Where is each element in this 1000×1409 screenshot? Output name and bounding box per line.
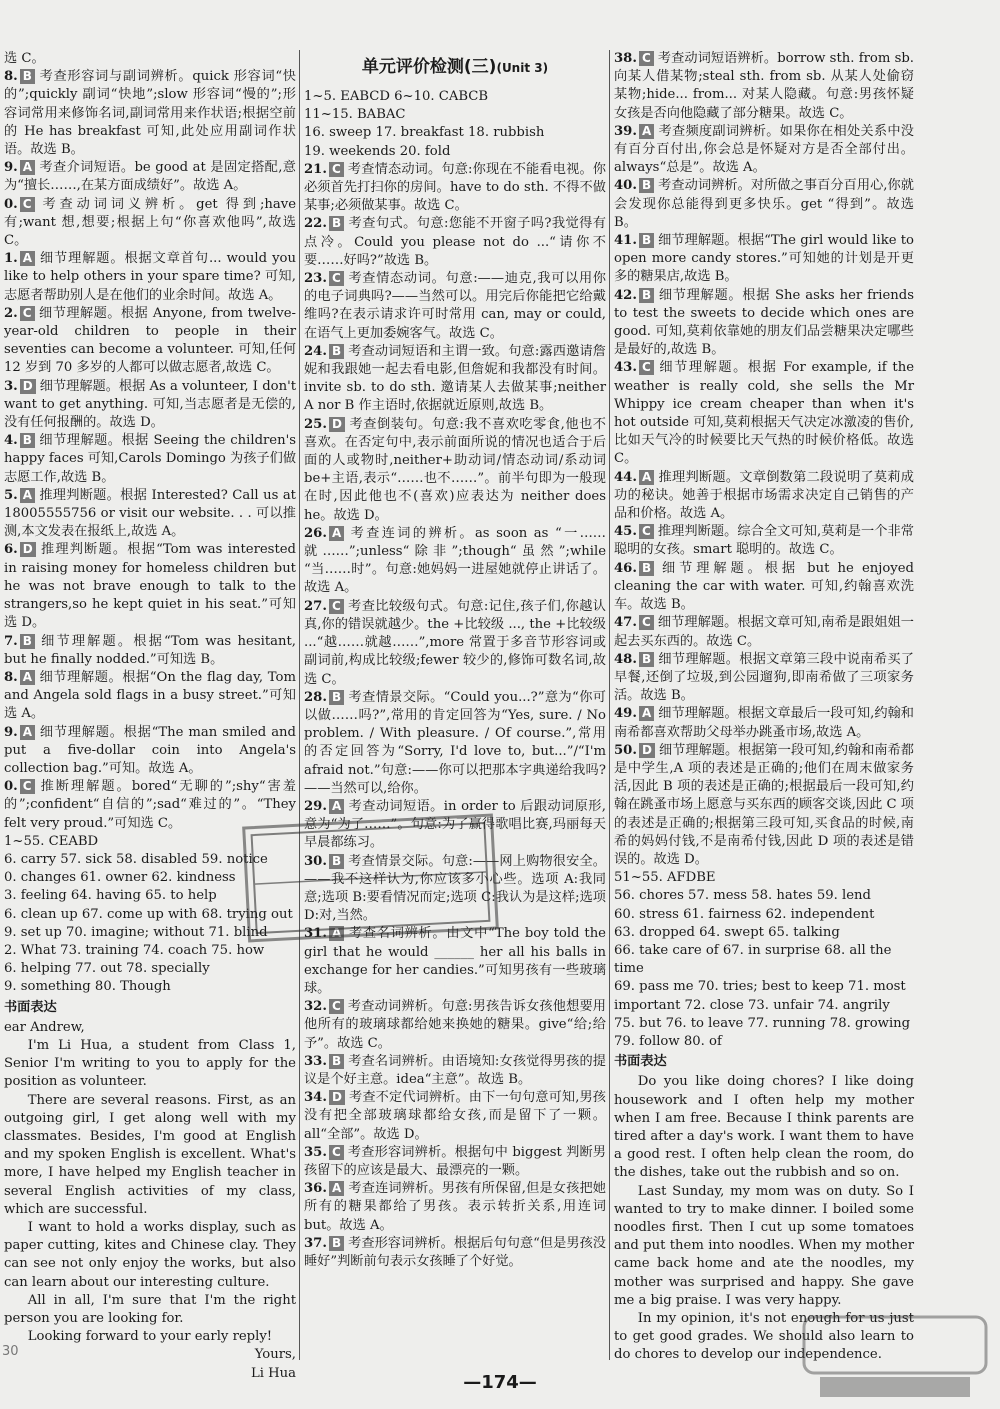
explanation-text: 细节理解题。根据 She asks her friends to test the sweets to decide which ones are good. 可知,莫莉依靠她的朋友们品尝糖果决定哪些是最好的,故选 B。 bbox=[614, 287, 914, 358]
explanation-text: 考查动词词义辨析。get 得到;have 有;want 想,想要;根据上句“你喜欢他吗”,故选 C。 bbox=[4, 196, 296, 249]
question-number: 40. bbox=[614, 178, 637, 194]
explanation-text: 细节理解题。根据“The girl would like to open more candy stores.”可知她的计划是开更多的糖果店,故选 B。 bbox=[614, 233, 914, 285]
question-number: 21. bbox=[304, 161, 327, 177]
question-number: 22. bbox=[304, 216, 327, 232]
answer-entry bbox=[4, 159, 296, 195]
question-number: 47. bbox=[614, 615, 637, 631]
answer-line: 75. but 76. to leave 77. running 78. growing bbox=[614, 1015, 911, 1031]
question-number: 0. bbox=[4, 196, 18, 212]
answer-letter-badge: D bbox=[329, 417, 345, 432]
answer-entry bbox=[614, 742, 914, 869]
answer-letter-badge: D bbox=[329, 1090, 345, 1105]
explanation-text: 考查倒装句。句意:我不喜欢吃零食,他也不喜欢。在否定句中,表示前面所说的情况也适合于后面的人或物时,neither+助动词/情态动词/系动词 be+主语,表示“……也不……”。前半句即为一般现在时,因此他也不(喜欢)应表达为 neither does he。故选 D。 bbox=[304, 416, 606, 523]
question-number: 38. bbox=[614, 51, 637, 66]
answer-entry bbox=[614, 50, 914, 123]
question-number: 33. bbox=[304, 1053, 327, 1069]
answer-entry bbox=[304, 1053, 606, 1089]
answer-line: 6. carry 57. sick 58. disabled 59. notice bbox=[4, 851, 268, 867]
answer-entry bbox=[304, 416, 606, 525]
answer-entry bbox=[614, 177, 914, 232]
question-number: 3. bbox=[4, 378, 18, 394]
answer-line: 6. helping 77. out 78. specially bbox=[4, 961, 210, 977]
explanation-text: 考查情景交际。“Could you...?”意为“你可以做……吗?”,常用的肯定回答为“Yes, sure. / No problem. / With pleasure. / Of course.”,常用的否定回答为“Sorry, I'd love to, but...”/“I'm afraid not.”句意:——你可以把那本字典递给我吗?——当然可以,给你。 bbox=[304, 689, 606, 796]
answer-entry bbox=[304, 525, 606, 598]
question-number: 30. bbox=[304, 853, 327, 869]
answer-entry bbox=[304, 1180, 606, 1235]
left-page-number: 30 bbox=[2, 1344, 19, 1359]
explanation-text: 考查情态动词。句意:——迪克,我可以用你的电子词典吗?——当然可以。用完后你能把它给戴维吗?在表示请求许可时常用 can, may or could,在语气上更加委婉客气。故选 C。 bbox=[304, 271, 606, 341]
essay-paragraph: In my opinion, it's not enough for us just to get good grades. We should also learn to do chores to develop our independence. bbox=[614, 1311, 914, 1363]
answer-line: Yours, bbox=[254, 1347, 296, 1363]
question-number: 42. bbox=[614, 287, 637, 303]
answer-entry bbox=[614, 469, 914, 524]
column-divider bbox=[299, 50, 300, 1360]
explanation-text: 推断理解题。bored“无聊的”;shy“害羞的”;confident“自信的”;sad“难过的”。“They felt very proud.”可知选 C。 bbox=[4, 779, 296, 831]
answer-letter-badge: A bbox=[329, 1181, 344, 1196]
answer-entry bbox=[304, 161, 606, 216]
question-number: 43. bbox=[614, 360, 637, 376]
question-number: 1. bbox=[4, 251, 18, 267]
answer-line: 选 C。 bbox=[4, 51, 45, 66]
section-heading: 书面表达 bbox=[614, 1054, 667, 1070]
explanation-text: 考查名词辨析。由语境知:女孩觉得男孩的提议是个好主意。idea“主意”。故选 B。 bbox=[304, 1053, 606, 1087]
question-number: 8. bbox=[4, 69, 18, 85]
question-number: 35. bbox=[304, 1144, 327, 1160]
essay-paragraph: There are several reasons. First, as an outgoing girl, I get along well with my classmates. Besides, I'm good at English and my spoken English is excellent. What's more, I have helped my English teacher in several English activities of my class, which are successful. bbox=[4, 1092, 296, 1217]
question-number: 46. bbox=[614, 560, 637, 576]
section-title-main: 单元评价检测(三) bbox=[361, 57, 497, 77]
question-number: 32. bbox=[304, 999, 327, 1015]
question-number: 5. bbox=[4, 487, 18, 503]
answer-letter-badge: B bbox=[639, 178, 654, 193]
answer-entry bbox=[304, 343, 606, 416]
answer-letter-badge: A bbox=[329, 799, 344, 814]
explanation-text: 考查形容词辨析。根据后句句意“但是男孩没睡好”判断前句表示女孩睡了个好觉。 bbox=[304, 1235, 606, 1269]
explanation-text: 考查形容词辨析。根据句中 biggest 判断男孩留下的应该是最大、最漂亮的一颗。 bbox=[304, 1144, 606, 1178]
seal-stamp bbox=[242, 814, 499, 943]
section-heading: 书面表达 bbox=[4, 999, 57, 1015]
explanation-text: 考查动词辨析。对所做之事百分百用心,你就会发现你总能得到更多快乐。get “得到”。故选 B。 bbox=[614, 178, 914, 230]
question-number: 7. bbox=[4, 633, 18, 649]
question-number: 45. bbox=[614, 524, 637, 540]
answer-letter-badge: A bbox=[639, 470, 654, 485]
explanation-text: 考查句式。句意:您能不开窗子吗?我觉得有点冷。Could you please not do ...“请你不要……好吗?”故选 B。 bbox=[304, 216, 606, 268]
question-number: 39. bbox=[614, 123, 637, 139]
question-number: 27. bbox=[304, 598, 327, 614]
answer-line: 69. pass me 70. tries; best to keep 71. most important 72. close 73. unfair 74. angrily bbox=[614, 979, 906, 1013]
answer-line: 3. feeling 64. having 65. to help bbox=[4, 888, 217, 904]
explanation-text: 推理判断题。文章倒数第二段说明了莫莉成功的秘诀。她善于根据市场需求决定自己销售的产品和价格。故选 A。 bbox=[614, 469, 914, 522]
answer-entry bbox=[304, 998, 606, 1053]
explanation-text: 考查动词短语辨析。borrow sth. from sb. 向某人借某物;steal sth. from sb. 从某人处偷窃某物;hide... from... 对某人隐藏。句意:男孩怀疑女孩是否向他隐藏了部分糖果。故选 C。 bbox=[614, 51, 914, 121]
answer-entry bbox=[304, 689, 606, 798]
essay-paragraph: I want to hold a works display, such as paper cutting, kites and Chinese clay. They can see not only enjoy the works, but also can learn about our interesting culture. bbox=[4, 1220, 296, 1290]
answer-letter-badge: C bbox=[20, 779, 35, 794]
essay-paragraph: All in all, I'm sure that I'm the right person you are looking for. bbox=[4, 1292, 296, 1327]
explanation-text: 细节理解题。根据 For example, if the weather is really cold, she sells the Mr Whippy ice cream cheaper than when it's hot outside 可知,莫莉根据天气决定冰激凌的售价,比如天气冷的时候要比天气热的时候价格低。故选 C。 bbox=[614, 360, 914, 467]
answer-letter-badge: D bbox=[20, 542, 36, 557]
answer-line: 51~55. AFDBE bbox=[614, 870, 716, 886]
answer-line: 63. dropped 64. swept 65. talking bbox=[614, 924, 840, 940]
answer-entry bbox=[614, 232, 914, 287]
explanation-text: 考查动词短语。in order to 后跟动词原形,意为“为了……”。句意:为了赢得歌唱比赛,玛丽每天早晨都练习。 bbox=[304, 798, 606, 851]
answer-entry bbox=[4, 305, 296, 378]
answer-entry bbox=[4, 378, 296, 433]
explanation-text: 考查名词辨析。由文中“The boy told the girl that he would ______ her all his balls in exchange for her candies.”可知男孩有一些玻璃球。 bbox=[304, 926, 606, 996]
answer-entry bbox=[4, 778, 296, 833]
answer-letter-badge: B bbox=[639, 288, 654, 303]
explanation-text: 细节理解题。根据“The man smiled and put a five-dollar coin into Angela's collection bag.”可知。故选 A。 bbox=[4, 724, 296, 776]
explanation-text: 考查频度副词辨析。如果你在相处关系中没有百分百付出,你会总是怀疑对方是否全部付出。always“总是”。故选 A。 bbox=[614, 123, 914, 176]
answer-letter-badge: A bbox=[329, 526, 344, 541]
answer-line: 19. weekends 20. fold bbox=[304, 143, 451, 159]
answer-letter-badge: C bbox=[329, 162, 344, 177]
explanation-text: 推理判断题。根据“Tom was interested in raising money for homeless children but he was not brave enough to talk to the strangers,so he kept quiet in his seat.”可知选 D。 bbox=[4, 542, 296, 631]
explanation-text: 考查动词辨析。句意:男孩告诉女孩他想要用他所有的玻璃球都给她来换她的糖果。give“给;给予”。故选 C。 bbox=[304, 999, 606, 1051]
answer-letter-badge: B bbox=[329, 344, 344, 359]
answer-line: 60. stress 61. fairness 62. independent bbox=[614, 906, 875, 922]
answer-letter-badge: C bbox=[329, 599, 344, 614]
answer-letter-badge: D bbox=[639, 743, 655, 758]
answer-letter-badge: C bbox=[639, 615, 654, 630]
answer-letter-badge: B bbox=[329, 216, 344, 231]
explanation-text: 考查连词辨析。男孩有所保留,但是女孩把她所有的糖果都给了男孩。表示转折关系,用连词 but。故选 A。 bbox=[304, 1181, 606, 1233]
answer-entry bbox=[304, 1089, 606, 1144]
question-number: 8. bbox=[4, 669, 18, 685]
answer-line: 2. What 73. training 74. coach 75. how bbox=[4, 942, 265, 958]
question-number: 44. bbox=[614, 469, 637, 485]
answer-letter-badge: C bbox=[329, 1145, 344, 1160]
question-number: 29. bbox=[304, 798, 327, 814]
explanation-text: 细节理解题。根据 As a volunteer, I don't want to get anything. 可知,当志愿者是无偿的,没有任何报酬的。故选 D。 bbox=[4, 378, 296, 431]
answer-line: ear Andrew, bbox=[4, 1019, 85, 1035]
answer-letter-badge: C bbox=[639, 524, 654, 539]
explanation-text: 考查介词短语。be good at 是固定搭配,意为“擅长……,在某方面成绩好”。故选 A。 bbox=[4, 160, 296, 194]
answer-letter-badge: B bbox=[329, 1236, 344, 1251]
explanation-text: 细节理解题。根据文章首句... would you like to help others in your spare time? 可知,志愿者帮助别人是在他们的业余时间。故选 A。 bbox=[4, 251, 296, 303]
question-number: 37. bbox=[304, 1235, 327, 1251]
answer-entry bbox=[614, 651, 914, 706]
question-number: 4. bbox=[4, 433, 18, 449]
answer-letter-badge: A bbox=[639, 706, 654, 721]
answer-letter-badge: B bbox=[20, 433, 35, 448]
answer-letter-badge: B bbox=[329, 690, 344, 705]
question-number: 34. bbox=[304, 1090, 327, 1106]
question-number: 24. bbox=[304, 343, 327, 359]
question-number: 48. bbox=[614, 651, 637, 667]
answer-entry bbox=[304, 1144, 606, 1180]
answer-line: 0. changes 61. owner 62. kindness bbox=[4, 870, 236, 886]
explanation-text: 考查动词短语和主谓一致。句意:露西邀请詹妮和我跟她一起去看电影,但詹妮和我都没有时间。invite sb. to do sth. 邀请某人去做某事;neither A nor B 作主语时,依据就近原则,故选 B。 bbox=[304, 343, 606, 414]
answer-letter-badge: C bbox=[20, 306, 35, 321]
answer-line: 66. take care of 67. in surprise 68. all the time bbox=[614, 942, 892, 977]
explanation-text: 细节理解题。根据 Seeing the children's happy faces 可知,Carols Domingo 为孩子们做志愿工作,故选 B。 bbox=[4, 433, 296, 485]
answer-entry bbox=[4, 196, 296, 251]
answer-letter-badge: C bbox=[329, 271, 344, 286]
question-number: 41. bbox=[614, 233, 637, 249]
explanation-text: 推理判断题。综合全文可知,莫莉是一个非常聪明的女孩。smart 聪明的。故选 C。 bbox=[614, 524, 914, 558]
answer-entry bbox=[614, 705, 914, 741]
answer-letter-badge: B bbox=[20, 634, 35, 649]
answer-letter-badge: B bbox=[639, 652, 654, 667]
answer-letter-badge: A bbox=[20, 488, 35, 503]
answer-entry bbox=[614, 287, 914, 360]
answer-letter-badge: B bbox=[639, 561, 654, 576]
answer-line: Li Hua bbox=[250, 1365, 296, 1381]
explanation-text: 细节理解题。根据 but he enjoyed cleaning the car with water. 可知,约翰喜欢洗车。故选 B。 bbox=[614, 560, 914, 613]
explanation-text: 细节理解题。根据文章可知,南希是跟姐姐一起去买东西的。故选 C。 bbox=[614, 615, 914, 649]
answer-letter-badge: A bbox=[20, 670, 35, 685]
answer-letter-badge: D bbox=[20, 379, 36, 394]
answer-letter-badge: A bbox=[329, 926, 344, 941]
explanation-text: 推理判断题。根据 Interested? Call us at 18005555756 or visit our website. . . 可以推测,本文发表在报纸上,故选 A。 bbox=[4, 487, 296, 540]
explanation-text: 考查比较级句式。句意:记住,孩子们,你越认真,你的错误就越少。the +比较级 ..., the +比较级 ...“越……就越……”,more 常置于多音节形容词或副词前,构成比较级;fewer 较少的,修饰可数名词,故选 C。 bbox=[304, 598, 606, 687]
answer-entry bbox=[4, 633, 296, 669]
explanation-text: 细节理解题。根据文章最后一段可知,约翰和南希都喜欢帮助父母举办跳蚤市场,故选 A。 bbox=[614, 706, 914, 740]
answer-letter-badge: C bbox=[20, 197, 35, 212]
page-number: —174— bbox=[463, 1372, 537, 1393]
question-number: 25. bbox=[304, 416, 327, 432]
question-number: 49. bbox=[614, 706, 637, 722]
answer-entry bbox=[4, 250, 296, 305]
answer-line: 9. set up 70. imagine; without 71. blind bbox=[4, 924, 268, 940]
answer-line: 11~15. BABAC bbox=[304, 107, 406, 123]
answer-line: 6. clean up 67. come up with 68. trying out bbox=[4, 906, 293, 922]
answer-entry bbox=[304, 215, 606, 270]
explanation-text: 考查情态动词。句意:你现在不能看电视。你必须首先打扫你的房间。have to do sth. 不得不做某事;必须做某事。故选 C。 bbox=[304, 161, 606, 214]
question-number: 26. bbox=[304, 525, 327, 541]
question-number: 31. bbox=[304, 926, 327, 942]
answer-letter-badge: A bbox=[20, 725, 35, 740]
column-middle bbox=[304, 88, 606, 1271]
explanation-text: 细节理解题。根据“Tom was hesitant, but he finally nodded.”可知选 B。 bbox=[4, 633, 296, 667]
answer-letter-badge: B bbox=[20, 69, 35, 84]
answer-line: 56. chores 57. mess 58. hates 59. lend bbox=[614, 888, 871, 904]
explanation-text: 考查连词的辨析。as soon as “一……就……”;unless“除非”;though“虽然”;while “当……时”。句意:她妈妈一进屋她就停止讲话了。故选 A。 bbox=[304, 525, 606, 596]
answer-entry bbox=[4, 487, 296, 542]
answer-letter-badge: A bbox=[639, 124, 654, 139]
column-left bbox=[4, 50, 296, 1383]
answer-entry bbox=[614, 523, 914, 559]
question-number: 9. bbox=[4, 160, 18, 176]
question-number: 9. bbox=[4, 724, 18, 740]
essay-paragraph: I'm Li Hua, a student from Class 1, Senior I'm writing to you to apply for the position as volunteer. bbox=[4, 1037, 296, 1090]
answer-entry bbox=[614, 123, 914, 178]
essay-paragraph: Do you like doing chores? I like doing housework and I often help my mother when I am free. Because I think parents are tired after a day's work. I want them to have a good rest. I often help clean the room, do the dishes, take out the rubbish and so on. bbox=[614, 1074, 914, 1181]
column-right bbox=[614, 50, 914, 1365]
answer-entry bbox=[614, 560, 914, 615]
explanation-text: 细节理解题。根据“On the flag day, Tom and Angela sold flags in a busy street.”可知选 A。 bbox=[4, 669, 296, 722]
explanation-text: 考查情景交际。句意:——网上购物很安全。——我不这样认为,你应该多小心些。选项 A:我同意;选项 B:要看情况而定;选项 C:我认为是这样;选项 D:对,当然。 bbox=[304, 853, 606, 924]
answer-line: 16. sweep 17. breakfast 18. rubbish bbox=[304, 125, 545, 141]
explanation-text: 考查不定代词辨析。由下一句句意可知,男孩没有把全部玻璃球都给女孩,而是留下了一颗。all“全部”。故选 D。 bbox=[304, 1090, 606, 1142]
question-number: 23. bbox=[304, 271, 327, 287]
essay-paragraph: Last Sunday, my mom was on duty. So I wanted to try to make dinner. I boiled some noodles first. Then I cut up some tomatoes and put them into noodles. When my mother came back home and ate the noodles, my mother was surprised and happy. She gave me a big praise. I was very happy. bbox=[614, 1183, 914, 1308]
answer-letter-badge: C bbox=[639, 51, 654, 66]
answer-entry bbox=[304, 1235, 606, 1271]
question-number: 36. bbox=[304, 1181, 327, 1197]
answer-entry bbox=[614, 614, 914, 650]
answer-letter-badge: A bbox=[20, 160, 35, 175]
answer-entry bbox=[4, 541, 296, 632]
answer-entry bbox=[4, 724, 296, 779]
question-number: 2. bbox=[4, 305, 18, 321]
section-title-unit: (Unit 3) bbox=[496, 61, 549, 75]
section-title bbox=[304, 52, 606, 77]
answer-letter-badge: B bbox=[639, 233, 654, 248]
answer-line: 1~5. EABCD 6~10. CABCB bbox=[304, 89, 489, 104]
answer-entry bbox=[4, 432, 296, 487]
essay-paragraph: Looking forward to your early reply! bbox=[27, 1329, 273, 1345]
column-divider bbox=[609, 50, 610, 1360]
question-number: 28. bbox=[304, 689, 327, 705]
answer-letter-badge: C bbox=[639, 360, 654, 375]
answer-entry bbox=[614, 359, 914, 468]
question-number: 0. bbox=[4, 779, 18, 795]
explanation-text: 细节理解题。根据文章第三段中说南希买了早餐,还倒了垃圾,到公园遛狗,即南希做了三项家务活。故选 B。 bbox=[614, 651, 914, 704]
question-number: 6. bbox=[4, 542, 18, 558]
explanation-text: 细节理解题。根据 Anyone, from twelve-year-old children to people in their seventies can become a volunteer. 可知,任何 12 岁到 70 多岁的人都可以做志愿者,故选 C。 bbox=[4, 305, 296, 376]
answer-line: 79. follow 80. of bbox=[614, 1033, 722, 1049]
answer-entry bbox=[4, 669, 296, 724]
answer-entry bbox=[4, 68, 296, 159]
answer-letter-badge: C bbox=[329, 999, 344, 1014]
answer-entry bbox=[304, 270, 606, 343]
answer-line: 9. something 80. Though bbox=[4, 979, 171, 995]
explanation-text: 考查形容词与副词辨析。quick 形容词“快的”;quickly 副词“快地”;slow 形容词“慢的”;形容词常用来修饰名词,副词常用来作状语;根据空前的 He has breakfast 可知,此处应用副词作状语。故选 B。 bbox=[4, 69, 296, 158]
question-number: 50. bbox=[614, 742, 637, 758]
answer-letter-badge: A bbox=[20, 251, 35, 266]
answer-letter-badge: B bbox=[329, 1054, 344, 1069]
answer-line: 1~55. CEABD bbox=[4, 833, 99, 849]
explanation-text: 细节理解题。根据第一段可知,约翰和南希都是中学生,A 项的表述是正确的;他们在周末做家务活,因此 B 项的表述是正确的;根据最后一段可知,约翰在跳蚤市场上愿意与买东西的顾客交谈,因此 C 项的表述是正确的;根据第三段可知,买食品的时候,南希的妈妈付钱,不是南希付钱,因此 D 项的表述是错误的。故选 D。 bbox=[614, 742, 914, 867]
answer-letter-badge: B bbox=[329, 854, 344, 869]
answer-entry bbox=[304, 598, 606, 689]
